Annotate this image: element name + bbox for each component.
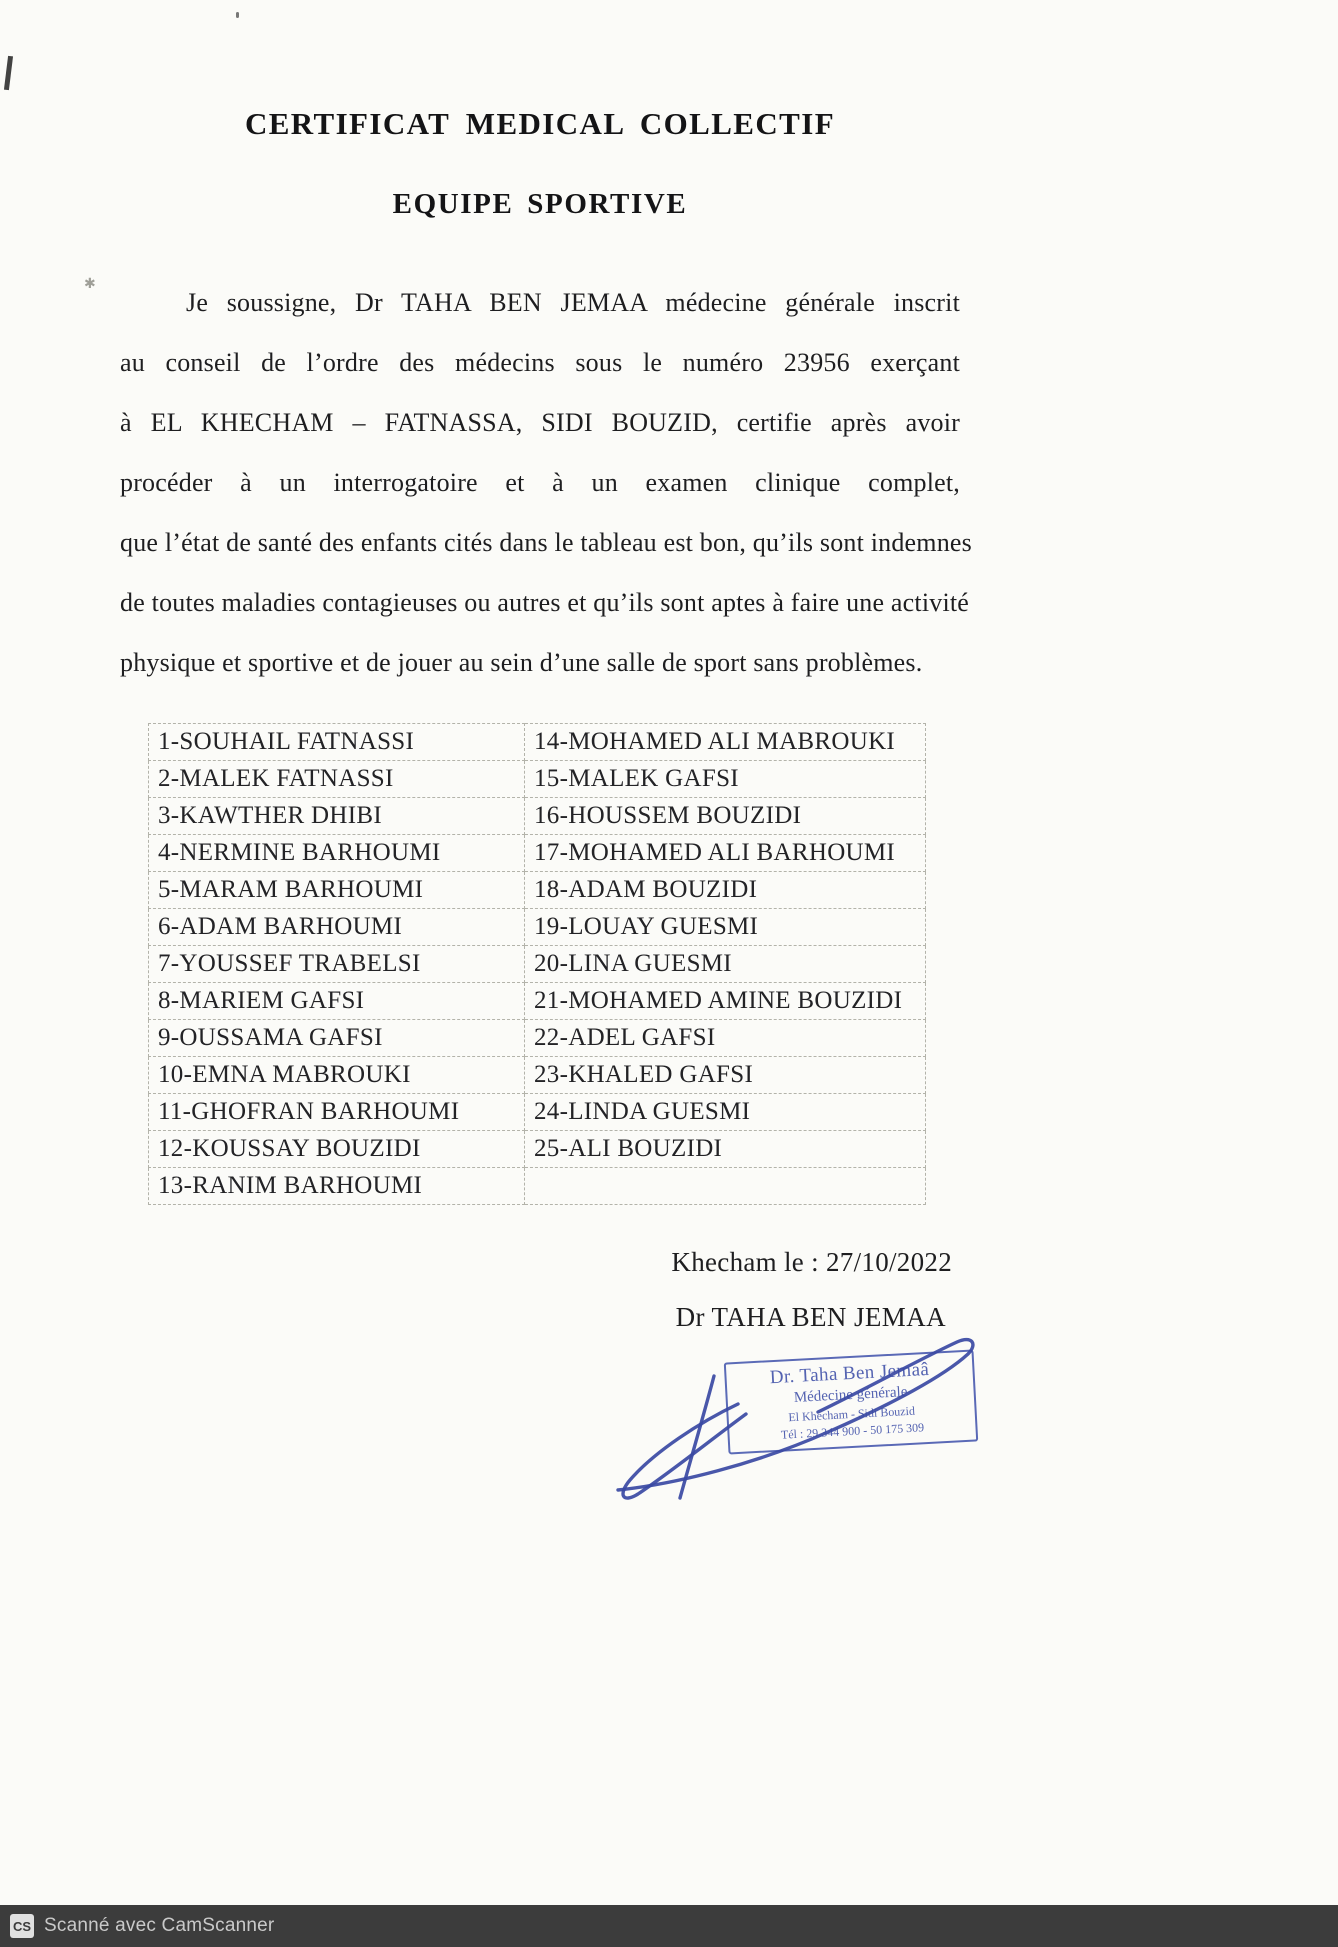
document-content xyxy=(120,106,972,1333)
roster-cell: 20-LINA GUESMI xyxy=(525,946,926,983)
stamp-phone: Tél : 29 344 900 - 50 175 309 xyxy=(780,1420,925,1442)
roster-row xyxy=(149,1057,926,1094)
roster-row xyxy=(149,724,926,761)
roster-cell: 7-YOUSSEF TRABELSI xyxy=(149,946,525,983)
roster-row xyxy=(149,1168,926,1205)
scan-artifact xyxy=(4,56,13,90)
roster-cell: 8-MARIEM GAFSI xyxy=(149,983,525,1020)
doctor-name: Dr TAHA BEN JEMAA xyxy=(675,1302,946,1332)
roster-row xyxy=(149,983,926,1020)
roster-cell: 2-MALEK FATNASSI xyxy=(149,761,525,798)
doctor-stamp xyxy=(724,1350,978,1455)
roster-cell: 14-MOHAMED ALI MABROUKI xyxy=(525,724,926,761)
roster-cell: 13-RANIM BARHOUMI xyxy=(149,1168,525,1205)
roster-cell: 10-EMNA MABROUKI xyxy=(149,1057,525,1094)
roster-cell: 23-KHALED GAFSI xyxy=(525,1057,926,1094)
roster-row xyxy=(149,761,926,798)
scan-artifact-mark: ✱ xyxy=(84,276,96,292)
roster-row xyxy=(149,1094,926,1131)
body-line: procéder à un interrogatoire et à un examen clinique complet, xyxy=(120,468,960,497)
roster-table xyxy=(148,723,926,1205)
roster-cell: 4-NERMINE BARHOUMI xyxy=(149,835,525,872)
roster-cell: 11-GHOFRAN BARHOUMI xyxy=(149,1094,525,1131)
roster-cell: 24-LINDA GUESMI xyxy=(525,1094,926,1131)
stamp-doctor-name: Dr. Taha Ben Jemaâ xyxy=(769,1358,930,1389)
body-line: à EL KHECHAM – FATNASSA, SIDI BOUZID, certifie après avoir xyxy=(120,408,960,437)
roster-cell: 18-ADAM BOUZIDI xyxy=(525,872,926,909)
body-line: au conseil de l’ordre des médecins sous le numéro 23956 exerçant xyxy=(120,348,960,377)
camscanner-icon: CS xyxy=(10,1914,34,1938)
stamp-address: El Khecham - Sidi Bouzid xyxy=(788,1403,916,1425)
body-line: que l’état de santé des enfants cités dans le tableau est bon, qu’ils sont indemnes xyxy=(120,528,972,557)
roster-cell: 15-MALEK GAFSI xyxy=(525,761,926,798)
body-line: de toutes maladies contagieuses ou autres et qu’ils sont aptes à faire une activité xyxy=(120,588,970,617)
roster-row xyxy=(149,1131,926,1168)
roster-cell: 1-SOUHAIL FATNASSI xyxy=(149,724,525,761)
roster-cell: 16-HOUSSEM BOUZIDI xyxy=(525,798,926,835)
roster-cell: 12-KOUSSAY BOUZIDI xyxy=(149,1131,525,1168)
document-subtitle: EQUIPE SPORTIVE xyxy=(392,188,688,220)
roster-row xyxy=(149,1020,926,1057)
camscanner-bar xyxy=(0,1905,1338,1947)
roster-cell xyxy=(525,1168,926,1205)
body-line: Je soussigne, Dr TAHA BEN JEMAA médecine générale inscrit xyxy=(186,288,960,317)
roster-cell: 22-ADEL GAFSI xyxy=(525,1020,926,1057)
roster-cell: 25-ALI BOUZIDI xyxy=(525,1131,926,1168)
roster-row xyxy=(149,798,926,835)
closing-block xyxy=(120,1247,960,1333)
roster-row xyxy=(149,946,926,983)
stamp-specialty: Médecine générale xyxy=(793,1384,908,1406)
roster-cell: 5-MARAM BARHOUMI xyxy=(149,872,525,909)
body-line: physique et sportive et de jouer au sein d’une salle de sport sans problèmes. xyxy=(120,648,923,677)
roster-cell: 9-OUSSAMA GAFSI xyxy=(149,1020,525,1057)
roster-cell: 3-KAWTHER DHIBI xyxy=(149,798,525,835)
document-title: CERTIFICAT MEDICAL COLLECTIF xyxy=(244,106,836,141)
roster-cell: 19-LOUAY GUESMI xyxy=(525,909,926,946)
place-date: Khecham le : 27/10/2022 xyxy=(671,1247,952,1277)
roster-row xyxy=(149,835,926,872)
certificate-body xyxy=(120,273,972,693)
roster-row xyxy=(149,872,926,909)
roster-cell: 17-MOHAMED ALI BARHOUMI xyxy=(525,835,926,872)
roster-row xyxy=(149,909,926,946)
roster-cell: 6-ADAM BARHOUMI xyxy=(149,909,525,946)
roster-cell: 21-MOHAMED AMINE BOUZIDI xyxy=(525,983,926,1020)
camscanner-label: Scanné avec CamScanner xyxy=(44,1915,275,1936)
scan-artifact xyxy=(236,12,239,18)
